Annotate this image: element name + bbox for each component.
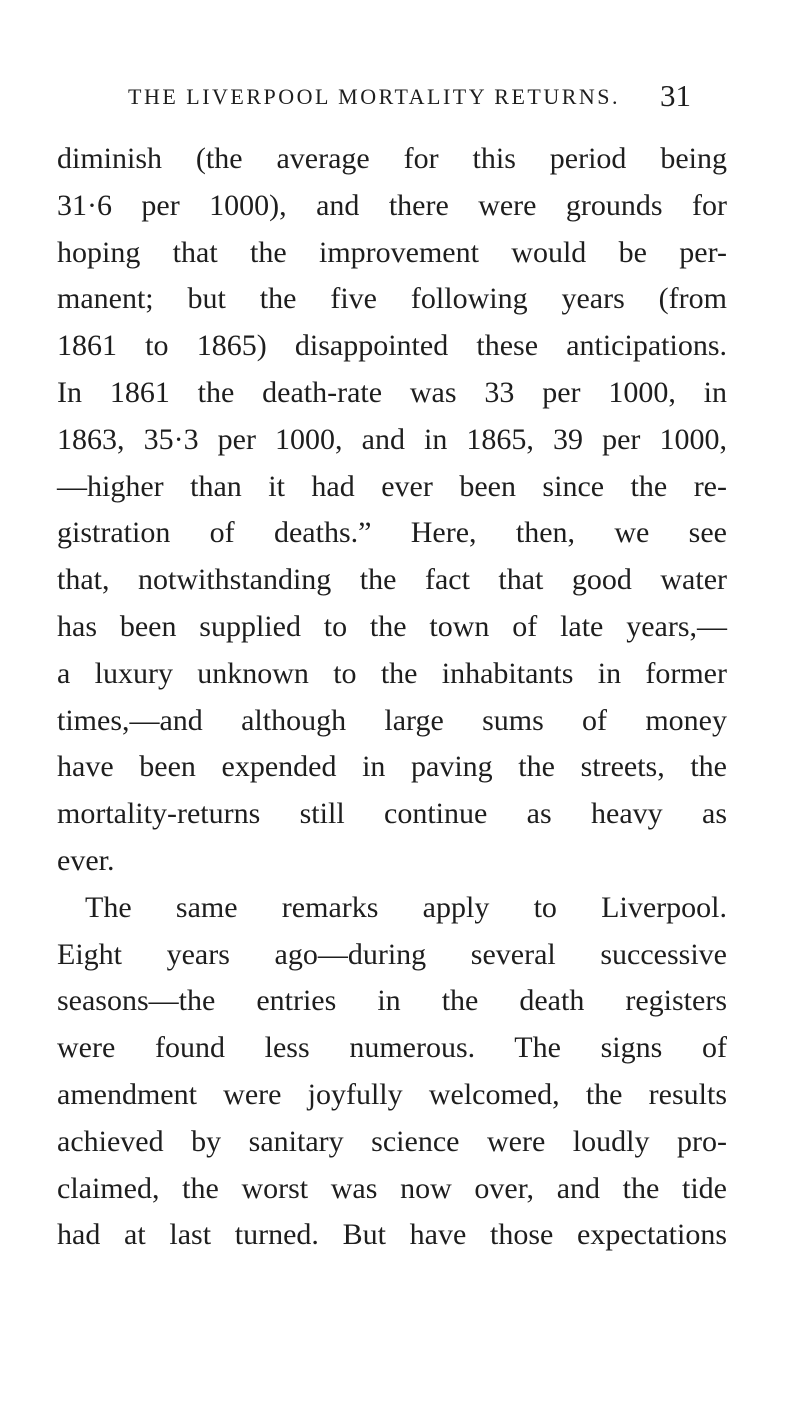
- text-line: 1861 to 1865) disappointed these anticipations.: [57, 329, 727, 363]
- text-line: claimed, the worst was now over, and the tide: [57, 1171, 727, 1205]
- text-line: manent; but the five following years (from: [57, 282, 727, 316]
- text-line: achieved by sanitary science were loudly pro-: [57, 1124, 727, 1158]
- text-line: gistration of deaths.” Here, then, we see: [57, 516, 727, 550]
- page-header: [0, 78, 800, 118]
- text-line: has been supplied to the town of late years,—: [57, 609, 727, 643]
- text-line: In 1861 the death-rate was 33 per 1000, in: [57, 375, 727, 409]
- text-line: diminish (the average for this period being: [57, 142, 727, 175]
- text-line: 31·6 per 1000), and there were grounds for: [57, 188, 727, 222]
- text-line: mortality-returns still continue as heavy as: [57, 797, 727, 831]
- text-line: 1863, 35·3 per 1000, and in 1865, 39 per 1000,: [57, 422, 727, 456]
- text-line: were found less numerous. The signs of: [57, 1031, 727, 1065]
- text-line: amendment were joyfully welcomed, the results: [57, 1077, 727, 1111]
- text-line: seasons—the entries in the death registers: [57, 984, 727, 1018]
- body-text: [57, 136, 727, 1259]
- text-line: Eight years ago—during several successive: [57, 937, 727, 971]
- text-line: hoping that the improvement would be per-: [57, 235, 727, 269]
- text-line: a luxury unknown to the inhabitants in former: [57, 656, 727, 690]
- text-line: have been expended in paving the streets, the: [57, 750, 727, 784]
- paragraph-start-line: The same remarks apply to Liverpool.: [85, 890, 727, 924]
- text-line: that, notwithstanding the fact that good water: [57, 563, 727, 597]
- paragraph-end-line: ever.: [57, 843, 115, 877]
- text-line: —higher than it had ever been since the re-: [57, 469, 727, 503]
- text-line: times,—and although large sums of money: [57, 703, 727, 737]
- running-title: THE LIVERPOOL MORTALITY RETURNS.: [128, 84, 621, 109]
- text-line: had at last turned. But have those expectations: [57, 1218, 727, 1252]
- page-number: 31: [660, 78, 691, 113]
